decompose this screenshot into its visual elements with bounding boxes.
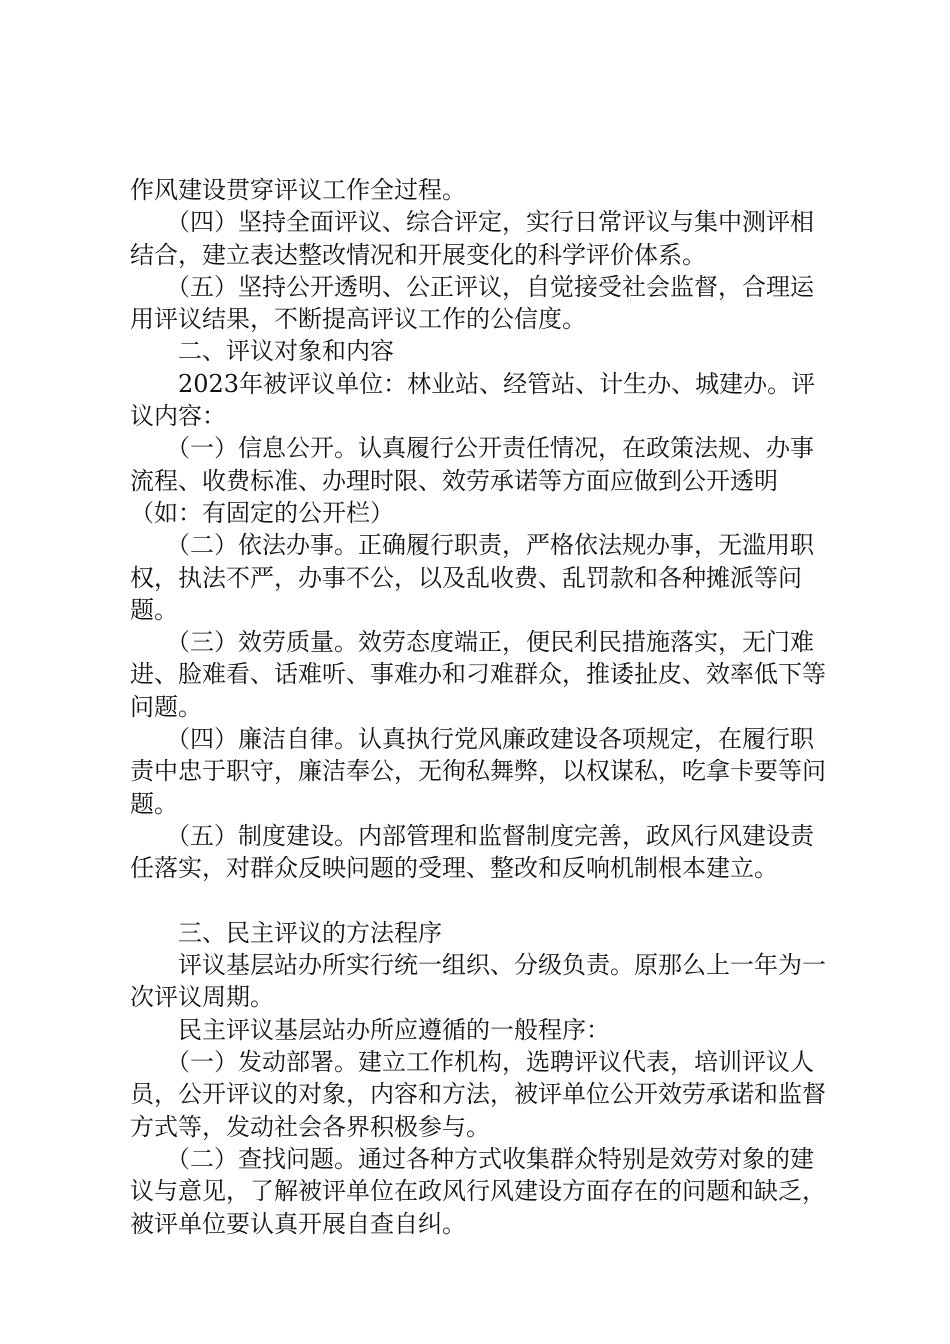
paragraph-procedure-2: （二）查找问题。通过各种方式收集群众特别是效劳对象的建议与意见，了解被评单位在政风行风建设方面存在的问题和缺乏，被评单位要认真开展自查自纠。	[130, 1144, 826, 1238]
section-heading-3: 三、民主评议的方法程序	[130, 918, 442, 947]
paragraph-continuation: 作风建设贯穿评议工作全过程。	[130, 176, 466, 204]
section-heading-2: 二、评议对象和内容	[130, 337, 394, 366]
paragraph-evaluated-units: 2023年被评议单位：林业站、经管站、计生办、城建办。评议内容：	[130, 369, 816, 431]
paragraph-principle-5: （五）坚持公开透明、公正评议，自觉接受社会监督，合理运用评议结果，不断提高评议工作的公信度。	[130, 272, 814, 334]
paragraph-procedure-1: （一）发动部署。建立工作机构，选聘评议代表，培训评议人员，公开评议的对象，内容和方法，被评单位公开效劳承诺和监督方式等，发动社会各界积极参与。	[130, 1048, 826, 1141]
paragraph-procedure-intro: 民主评议基层站办所应遵循的一般程序：	[130, 1015, 610, 1044]
paragraph-content-2: （二）依法办事。正确履行职责，严格依法规办事，无滥用职权，执法不严，办事不公，以及乱收费、乱罚款和各种摊派等问题。	[130, 531, 814, 624]
blank-line	[130, 885, 836, 917]
paragraph-principle-4: （四）坚持全面评议、综合评定，实行日常评议与集中测评相结合，建立表达整改情况和开展变化的科学评价体系。	[130, 208, 814, 269]
paragraph-content-1: （一）信息公开。认真履行公开责任情况，在政策法规、办事流程、收费标准、办理时限、效劳承诺等方面应做到公开透明（如：有固定的公开栏）	[130, 434, 814, 527]
document-body	[130, 174, 836, 1240]
paragraph-organization: 评议基层站办所实行统一组织、分级负责。原那么上一年为一次评议周期。	[130, 951, 826, 1012]
paragraph-content-3: （三）效劳质量。效劳态度端正，便民利民措施落实，无门难进、脸难看、话难听、事难办和刁难群众，推诿扯皮、效率低下等问题。	[130, 628, 826, 721]
paragraph-content-4: （四）廉洁自律。认真执行党风廉政建设各项规定，在履行职责中忠于职守，廉洁奉公，无徇私舞弊，以权谋私，吃拿卡要等问题。	[130, 725, 826, 818]
paragraph-content-5: （五）制度建设。内部管理和监督制度完善，政风行风建设责任落实，对群众反映问题的受理、整改和反响机制根本建立。	[130, 821, 814, 883]
